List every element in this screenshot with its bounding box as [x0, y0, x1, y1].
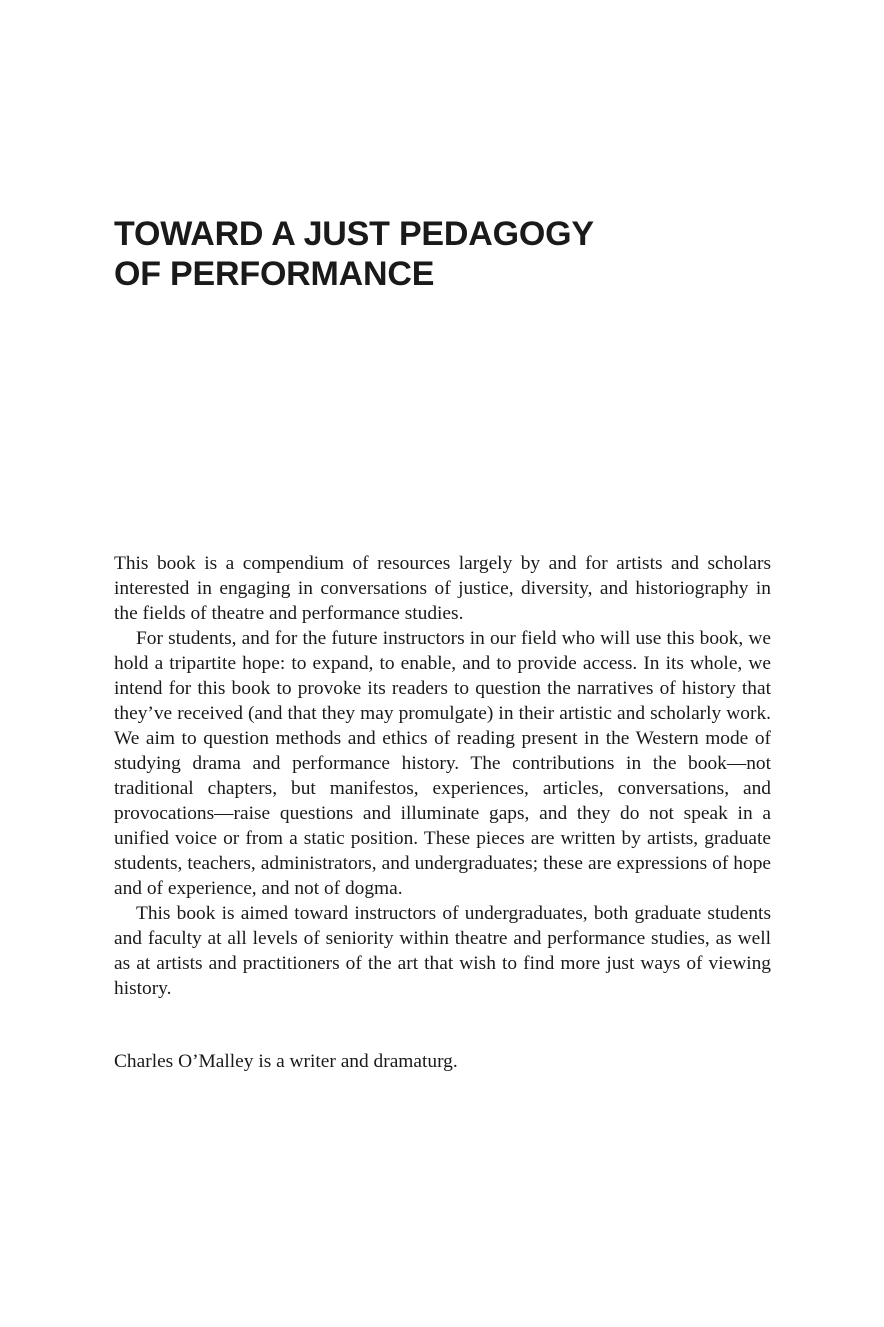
description-paragraph: This book is a compendium of resources largely by and for artists and scholars interested in engaging in conversations of justice, diversity, and historiography in the fields of theatre and performance studies.: [114, 553, 771, 624]
description-paragraph: For students, and for the future instructors in our field who will use this book, we hold a tripartite hope: to expand, to enable, and to provide access. In its whole, we intend for this book to provoke its readers to question the narratives of history that they’ve received (and that they may promulgate) in their artistic and scholarly work. We aim to question methods and ethics of reading present in the Western mode of studying drama and performance history. The contributions in the book—not traditional chapters, but manifestos, experiences, articles, conversations, and provocations—raise questions and illuminate gaps, and they do not speak in a unified voice or from a static position. These pieces are written by artists, graduate students, teachers, administrators, and undergraduates; these are expressions of hope and of experience, and not of dogma.: [114, 628, 771, 899]
description-paragraph: This book is aimed toward instructors of undergraduates, both graduate students and faculty at all levels of seniority within theatre and performance studies, as well as at artists and practitioners of the art that wish to find more just ways of viewing history.: [114, 903, 771, 999]
book-title-line-1: TOWARD A JUST PEDAGOGY: [114, 215, 594, 253]
book-description: [114, 551, 771, 1001]
author-bio: Charles O’Malley is a writer and dramaturg.: [114, 1051, 458, 1072]
book-title: [114, 214, 774, 294]
book-title-line-2: OF PERFORMANCE: [114, 255, 435, 293]
